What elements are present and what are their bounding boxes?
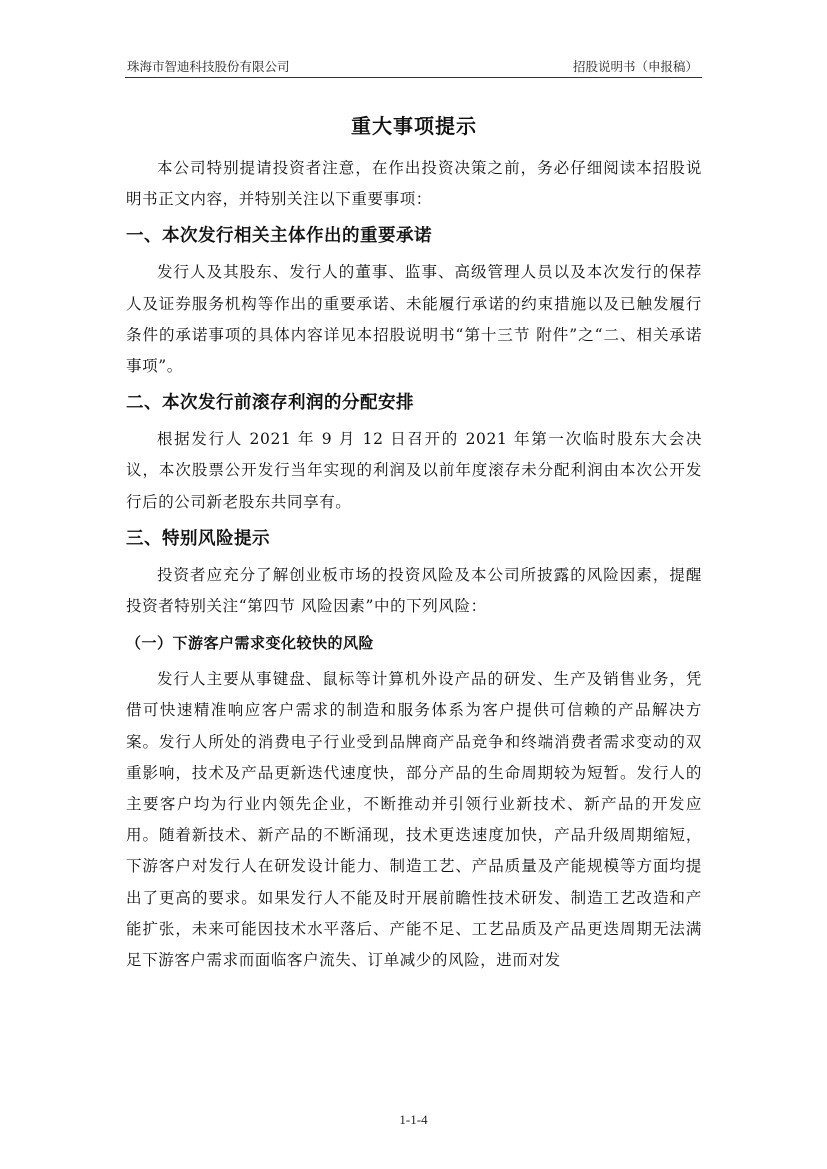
header-company-name: 珠海市智迪科技股份有限公司 [127,59,290,74]
subsection-heading-customer-demand-risk: （一）下游客户需求变化较快的风险 [126,634,375,653]
page-title: 重大事项提示 [351,114,477,138]
subsection-paragraph-customer-demand-risk: 发行人主要从事键盘、鼠标等计算机外设产品的研发、生产及销售业务，凭借可快速精准响应客户需求的制造和服务体系为客户提供可信赖的产品解决方案。发行人所处的消费电子行业受到品牌商产品竞争和终端消费者需求变动的双重影响，技术及产品更新迭代速度快，部分产品的生命周期较为短暂。发行人的主要客户均为行业内领先企业，不断推动并引领行业新技术、新产品的开发应用。随着新技术、新产品的不断涌现，技术更迭速度加快，产品升级周期缩短，下游客户对发行人在研发设计能力、制造工艺、产品质量及产能规模等方面均提出了更高的要求。如果发行人不能及时开展前瞻性技术研发、制造工艺改造和产能扩张，未来可能因技术水平落后、产能不足、工艺品质及产品更迭周期无法满足下游客户需求而面临客户流失、订单减少的风险，进而对发 [126,670,702,970]
section-heading-risk-notice: 三、特别风险提示 [126,528,270,549]
header-document-type: 招股说明书（申报稿） [572,59,698,74]
section-paragraph-risk-notice: 投资者应充分了解创业板市场的投资风险及本公司所披露的风险因素，提醒投资者特别关注“第四节 风险因素”中的下列风险： [126,565,702,616]
section-heading-profit-distribution: 二、本次发行前滚存利润的分配安排 [126,393,414,414]
intro-paragraph: 本公司特别提请投资者注意，在作出投资决策之前，务必仔细阅读本招股说明书正文内容，并特别关注以下重要事项： [126,159,702,209]
page-content [126,104,702,976]
page-number: 1-1-4 [399,1112,428,1127]
section-paragraph-profit-distribution: 根据发行人 2021 年 9 月 12 日召开的 2021 年第一次临时股东大会决议，本次股票公开发行当年实现的利润及以前年度滚存未分配利润由本次公开发行后的公司新老股东共同享有。 [126,430,702,511]
section-paragraph-commitments: 发行人及其股东、发行人的董事、监事、高级管理人员以及本次发行的保荐人及证券服务机构等作出的重要承诺、未能履行承诺的约束措施以及已触发履行条件的承诺事项的具体内容详见本招股说明书“第十三节 附件”之“二、相关承诺事项”。 [126,263,702,376]
section-heading-commitments: 一、本次发行相关主体作出的重要承诺 [126,226,432,247]
page-header [125,55,702,78]
